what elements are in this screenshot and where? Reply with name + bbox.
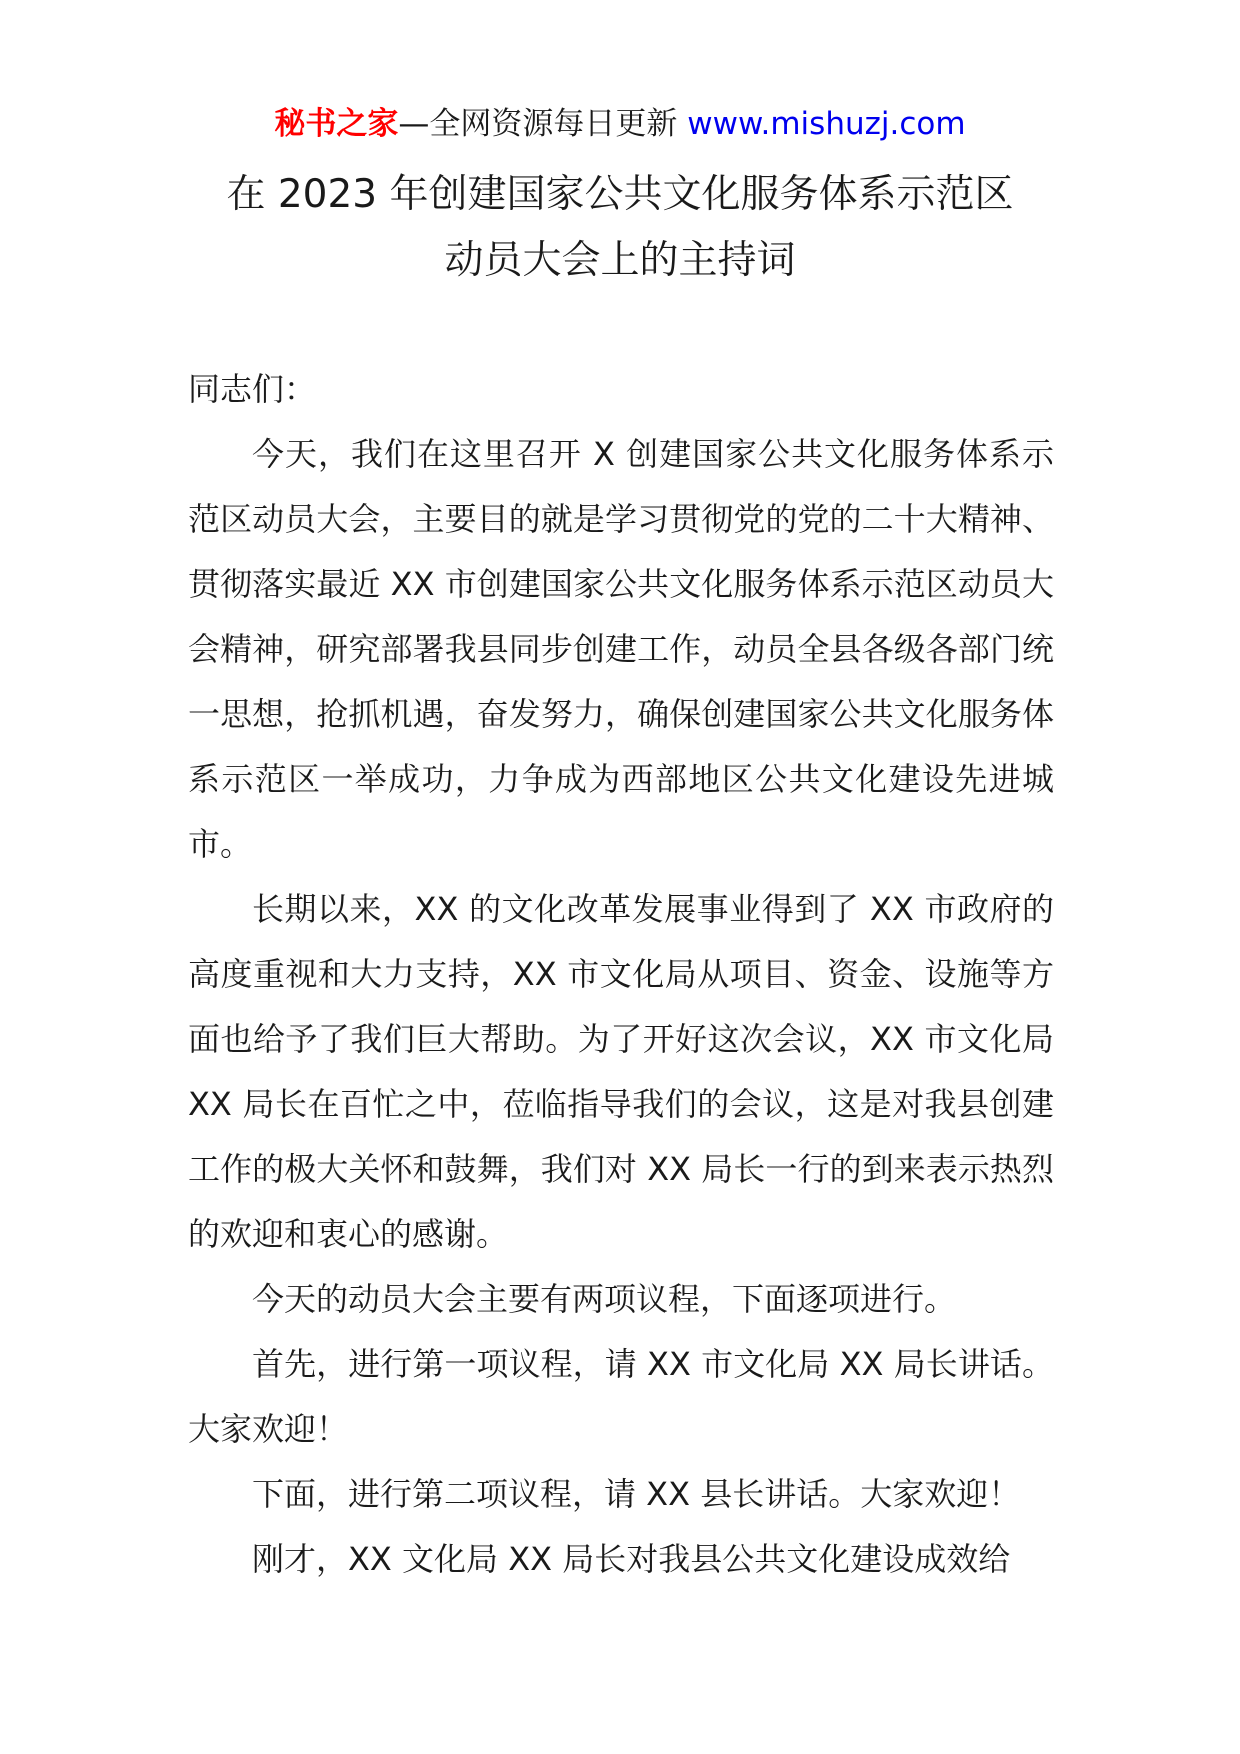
title-line-1: 在 2023 年创建国家公共文化服务体系示范区 bbox=[226, 172, 1014, 217]
paragraph-5: 下面，进行第二项议程，请 XX 县长讲话。大家欢迎！ bbox=[252, 1475, 1021, 1513]
document-body bbox=[188, 357, 1054, 1592]
document-title bbox=[0, 162, 1240, 294]
site-brand: 秘书之家 bbox=[274, 106, 399, 142]
site-header bbox=[0, 100, 1240, 148]
paragraph-1: 今天，我们在这里召开 X 创建国家公共文化服务体系示范区动员大会，主要目的就是学习贯彻党的党的二十大精神、贯彻落实最近 XX 市创建国家公共文化服务体系示范区动员大会精神，研究部署我县同步创建工作，动员全县各级各部门统一思想，抢抓机遇，奋发努力，确保创建国家公共文化服务体系示范区一举成功，力争成为西部地区公共文化建设先进城市。 bbox=[188, 435, 1054, 863]
title-line-2: 动员大会上的主持词 bbox=[444, 238, 796, 283]
salutation: 同志们： bbox=[188, 370, 317, 408]
paragraph-2: 长期以来，XX 的文化改革发展事业得到了 XX 市政府的高度重视和大力支持，XX 市文化局从项目、资金、设施等方面也给予了我们巨大帮助。为了开好这次会议，XX 市文化局 XX 局长在百忙之中，莅临指导我们的会议，这是对我县创建工作的极大关怀和鼓舞，我们对 XX 局长一行的到来表示热烈的欢迎和衷心的感谢。 bbox=[188, 890, 1054, 1253]
paragraph-6: 刚才，XX 文化局 XX 局长对我县公共文化建设成效给 bbox=[252, 1540, 1011, 1578]
paragraph-4: 首先，进行第一项议程，请 XX 市文化局 XX 局长讲话。大家欢迎！ bbox=[188, 1345, 1054, 1448]
site-url-link[interactable]: www.mishuzj.com bbox=[687, 106, 966, 142]
site-tagline: —全网资源每日更新 bbox=[398, 106, 678, 142]
paragraph-3: 今天的动员大会主要有两项议程，下面逐项进行。 bbox=[252, 1280, 957, 1318]
